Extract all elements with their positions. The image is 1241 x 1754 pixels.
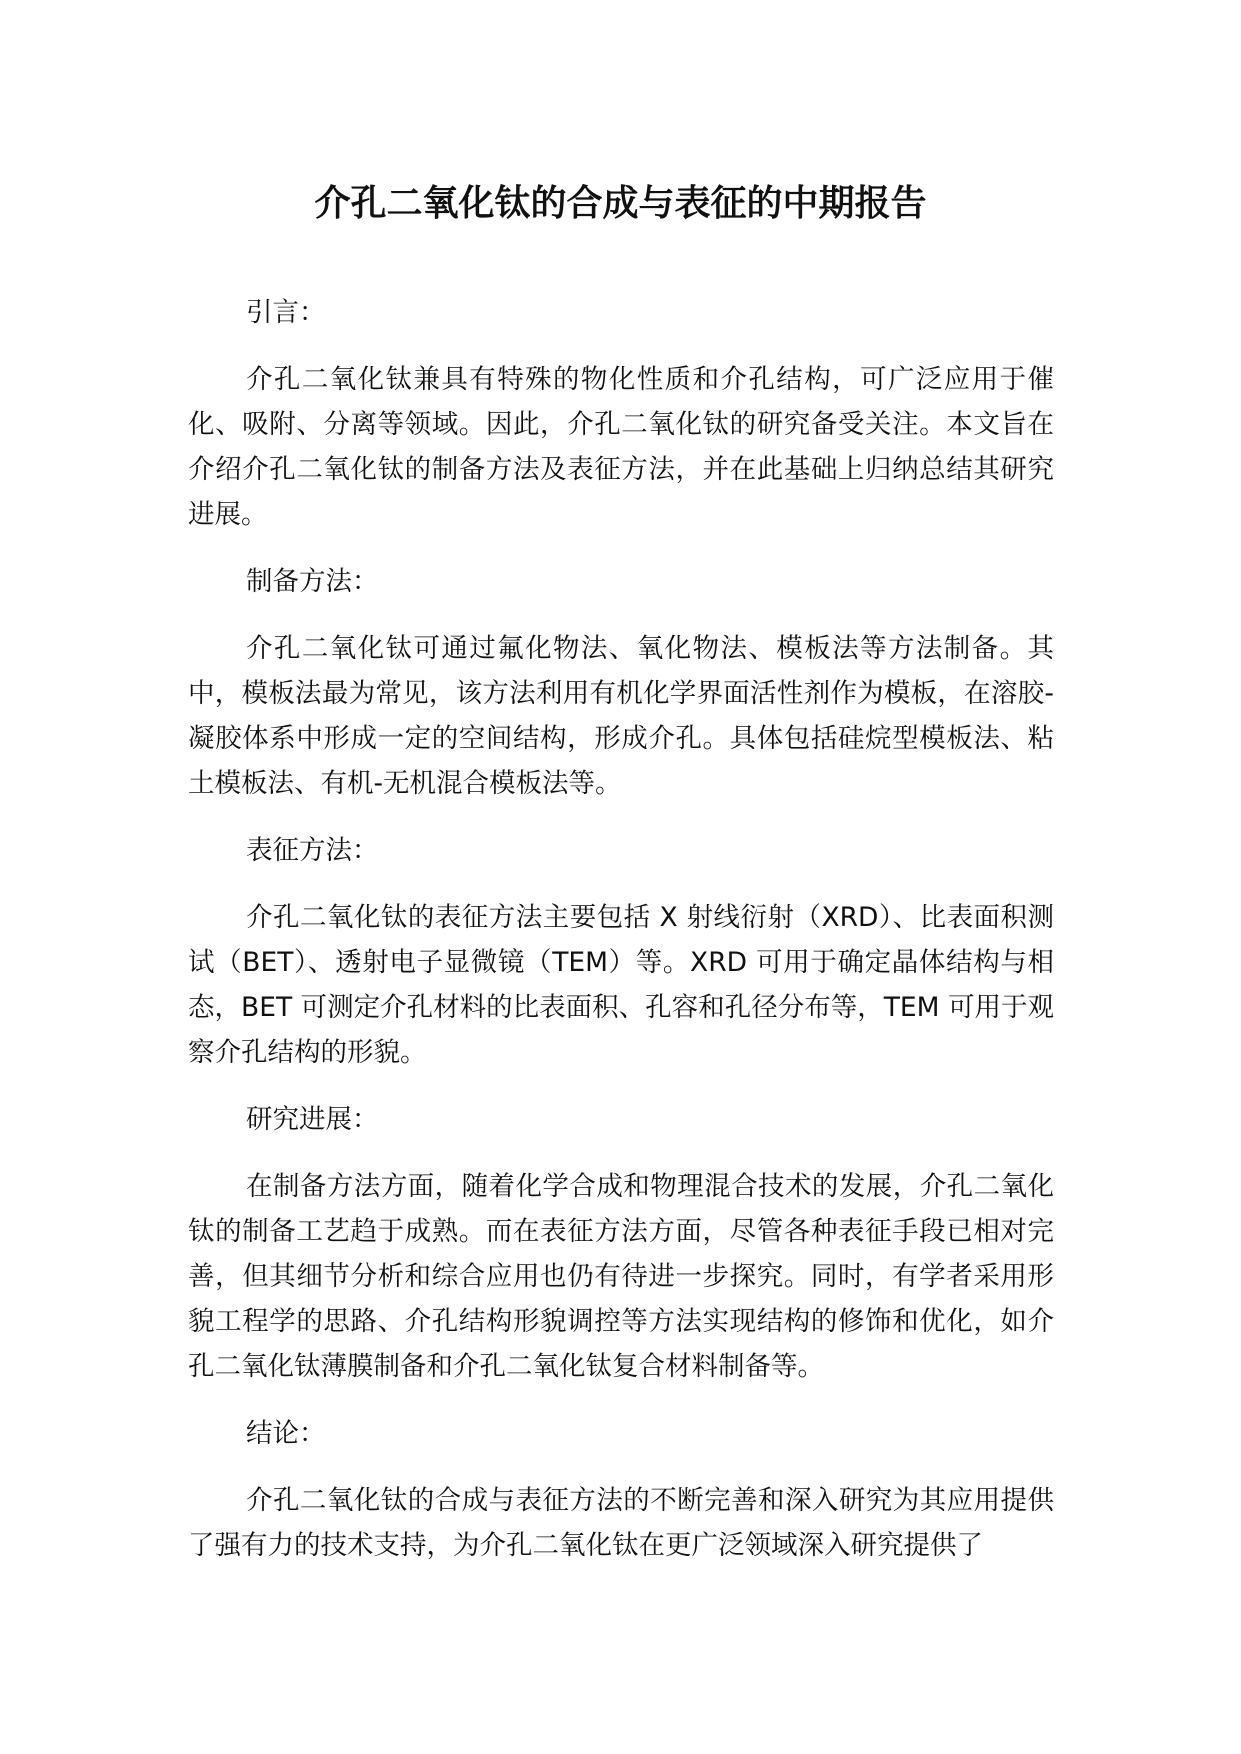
- section-heading: 结论：: [246, 1418, 326, 1449]
- section-preparation-methods: [188, 559, 1054, 806]
- section-paragraph: 介孔二氧化钛兼具有特殊的物化性质和介孔结构，可广泛应用于催化、吸附、分离等领域。因此，介孔二氧化钛的研究备受关注。本文旨在介绍介孔二氧化钛的制备方法及表征方法，并在此基础上归纳总结其研究进展。: [188, 364, 1054, 530]
- section-paragraph: 介孔二氧化钛可通过氟化物法、氧化物法、模板法等方法制备。其中，模板法最为常见，该方法利用有机化学界面活性剂作为模板，在溶胶-凝胶体系中形成一定的空间结构，形成介孔。具体包括硅烷型模板法、粘土模板法、有机-无机混合模板法等。: [188, 633, 1054, 799]
- section-conclusion: [188, 1411, 1054, 1568]
- section-paragraph: 介孔二氧化钛的合成与表征方法的不断完善和深入研究为其应用提供了强有力的技术支持，为介孔二氧化钛在更广泛领域深入研究提供了: [188, 1485, 1054, 1561]
- section-heading: 引言：: [246, 297, 326, 328]
- document-body: [188, 290, 1054, 1590]
- section-characterization-methods: [188, 828, 1054, 1075]
- section-paragraph: 介孔二氧化钛的表征方法主要包括 X 射线衍射（XRD）、比表面积测试（BET）、透射电子显微镜（TEM）等。XRD 可用于确定晶体结构与相态，BET 可测定介孔材料的比表面积、孔容和孔径分布等，TEM 可用于观察介孔结构的形貌。: [188, 902, 1054, 1068]
- section-heading: 制备方法：: [246, 566, 379, 597]
- section-paragraph: 在制备方法方面，随着化学合成和物理混合技术的发展，介孔二氧化钛的制备工艺趋于成熟。而在表征方法方面，尽管各种表征手段已相对完善，但其细节分析和综合应用也仍有待进一步探究。同时，有学者采用形貌工程学的思路、介孔结构形貌调控等方法实现结构的修饰和优化，如介孔二氧化钛薄膜制备和介孔二氧化钛复合材料制备等。: [188, 1171, 1054, 1382]
- section-heading: 表征方法：: [246, 835, 379, 866]
- document-title: 介孔二氧化钛的合成与表征的中期报告: [314, 183, 927, 224]
- section-heading: 研究进展：: [246, 1104, 379, 1135]
- section-introduction: [188, 290, 1054, 537]
- section-research-progress: [188, 1097, 1054, 1389]
